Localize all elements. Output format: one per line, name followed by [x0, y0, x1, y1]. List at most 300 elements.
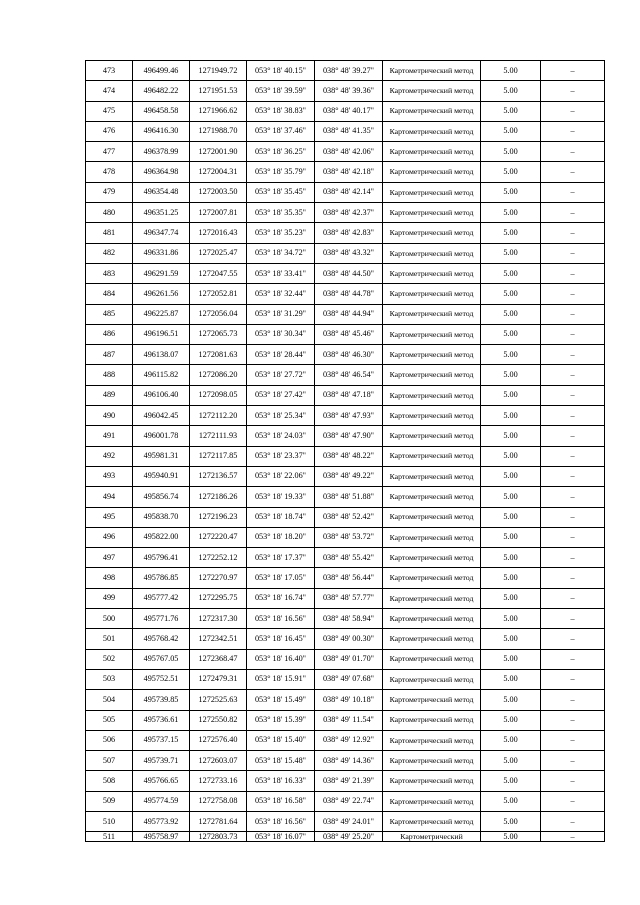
method-cell: Картометрический метод — [383, 243, 481, 263]
point-number-cell: 495 — [86, 507, 133, 527]
table-row — [86, 365, 605, 385]
x-coordinate-cell: 495739.71 — [133, 751, 190, 771]
x-coordinate-cell: 495737.15 — [133, 730, 190, 750]
note-cell: – — [541, 304, 605, 324]
accuracy-cell: 5.00 — [481, 365, 541, 385]
accuracy-cell: 5.00 — [481, 710, 541, 730]
point-number-cell: 493 — [86, 466, 133, 486]
note-cell: – — [541, 446, 605, 466]
latitude-cell: 053° 18' 17.37" — [247, 548, 315, 568]
y-coordinate-cell: 1272081.63 — [190, 345, 247, 365]
y-coordinate-cell: 1272025.47 — [190, 243, 247, 263]
method-cell: Картометрический метод — [383, 629, 481, 649]
point-number-cell: 494 — [86, 487, 133, 507]
x-coordinate-cell: 496351.25 — [133, 203, 190, 223]
note-cell: – — [541, 203, 605, 223]
x-coordinate-cell: 496364.98 — [133, 162, 190, 182]
accuracy-cell: 5.00 — [481, 162, 541, 182]
table-row — [86, 690, 605, 710]
latitude-cell: 053° 18' 32.44" — [247, 284, 315, 304]
x-coordinate-cell: 496291.59 — [133, 263, 190, 283]
x-coordinate-cell: 495736.61 — [133, 710, 190, 730]
method-cell: Картометрический метод — [383, 710, 481, 730]
y-coordinate-cell: 1272525.63 — [190, 690, 247, 710]
longitude-cell: 038° 48' 47.18" — [315, 385, 383, 405]
table-row — [86, 203, 605, 223]
y-coordinate-cell: 1272065.73 — [190, 324, 247, 344]
x-coordinate-cell: 496354.48 — [133, 182, 190, 202]
longitude-cell: 038° 48' 42.06" — [315, 142, 383, 162]
y-coordinate-cell: 1272803.73 — [190, 832, 247, 842]
y-coordinate-cell: 1272086.20 — [190, 365, 247, 385]
x-coordinate-cell: 496261.56 — [133, 284, 190, 304]
accuracy-cell: 5.00 — [481, 426, 541, 446]
accuracy-cell: 5.00 — [481, 121, 541, 141]
latitude-cell: 053° 18' 34.72" — [247, 243, 315, 263]
y-coordinate-cell: 1272270.97 — [190, 568, 247, 588]
table-row — [86, 101, 605, 121]
accuracy-cell: 5.00 — [481, 548, 541, 568]
longitude-cell: 038° 49' 07.68" — [315, 669, 383, 689]
accuracy-cell: 5.00 — [481, 345, 541, 365]
note-cell: – — [541, 81, 605, 101]
note-cell: – — [541, 669, 605, 689]
note-cell: – — [541, 609, 605, 629]
note-cell: – — [541, 101, 605, 121]
y-coordinate-cell: 1272603.07 — [190, 751, 247, 771]
accuracy-cell: 5.00 — [481, 609, 541, 629]
longitude-cell: 038° 48' 46.30" — [315, 345, 383, 365]
x-coordinate-cell: 495777.42 — [133, 588, 190, 608]
y-coordinate-cell: 1272003.50 — [190, 182, 247, 202]
point-number-cell: 492 — [86, 446, 133, 466]
note-cell: – — [541, 710, 605, 730]
x-coordinate-cell: 496347.74 — [133, 223, 190, 243]
y-coordinate-cell: 1272317.30 — [190, 609, 247, 629]
y-coordinate-cell: 1272220.47 — [190, 527, 247, 547]
y-coordinate-cell: 1272479.31 — [190, 669, 247, 689]
latitude-cell: 053° 18' 16.33" — [247, 771, 315, 791]
note-cell: – — [541, 730, 605, 750]
note-cell: – — [541, 385, 605, 405]
latitude-cell: 053° 18' 35.35" — [247, 203, 315, 223]
method-cell: Картометрический метод — [383, 101, 481, 121]
table-row — [86, 182, 605, 202]
accuracy-cell: 5.00 — [481, 832, 541, 842]
accuracy-cell: 5.00 — [481, 385, 541, 405]
method-cell: Картометрический метод — [383, 284, 481, 304]
table-row — [86, 81, 605, 101]
y-coordinate-cell: 1272136.57 — [190, 466, 247, 486]
y-coordinate-cell: 1272342.51 — [190, 629, 247, 649]
accuracy-cell: 5.00 — [481, 669, 541, 689]
x-coordinate-cell: 496458.58 — [133, 101, 190, 121]
y-coordinate-cell: 1272252.12 — [190, 548, 247, 568]
method-cell: Картометрический метод — [383, 507, 481, 527]
table-row — [86, 730, 605, 750]
accuracy-cell: 5.00 — [481, 101, 541, 121]
x-coordinate-cell: 495766.65 — [133, 771, 190, 791]
method-cell: Картометрический метод — [383, 527, 481, 547]
longitude-cell: 038° 49' 10.18" — [315, 690, 383, 710]
y-coordinate-cell: 1272733.16 — [190, 771, 247, 791]
table-row — [86, 609, 605, 629]
accuracy-cell: 5.00 — [481, 629, 541, 649]
x-coordinate-cell: 496196.51 — [133, 324, 190, 344]
table-row — [86, 527, 605, 547]
y-coordinate-cell: 1271966.62 — [190, 101, 247, 121]
note-cell: – — [541, 142, 605, 162]
table-row — [86, 324, 605, 344]
table-row — [86, 446, 605, 466]
latitude-cell: 053° 18' 16.40" — [247, 649, 315, 669]
point-number-cell: 499 — [86, 588, 133, 608]
x-coordinate-cell: 495773.92 — [133, 811, 190, 831]
y-coordinate-cell: 1272111.93 — [190, 426, 247, 446]
longitude-cell: 038° 49' 24.01" — [315, 811, 383, 831]
point-number-cell: 479 — [86, 182, 133, 202]
point-number-cell: 501 — [86, 629, 133, 649]
latitude-cell: 053° 18' 16.45" — [247, 629, 315, 649]
longitude-cell: 038° 48' 39.36" — [315, 81, 383, 101]
x-coordinate-cell: 496482.22 — [133, 81, 190, 101]
y-coordinate-cell: 1271988.70 — [190, 121, 247, 141]
point-number-cell: 503 — [86, 669, 133, 689]
table-row — [86, 751, 605, 771]
method-cell: Картометрический метод — [383, 182, 481, 202]
x-coordinate-cell: 496331.86 — [133, 243, 190, 263]
accuracy-cell: 5.00 — [481, 730, 541, 750]
table-row — [86, 426, 605, 446]
point-number-cell: 478 — [86, 162, 133, 182]
note-cell: – — [541, 771, 605, 791]
x-coordinate-cell: 495940.91 — [133, 466, 190, 486]
point-number-cell: 487 — [86, 345, 133, 365]
point-number-cell: 481 — [86, 223, 133, 243]
longitude-cell: 038° 48' 49.22" — [315, 466, 383, 486]
accuracy-cell: 5.00 — [481, 304, 541, 324]
x-coordinate-cell: 495767.05 — [133, 649, 190, 669]
method-cell: Картометрический метод — [383, 609, 481, 629]
table-row — [86, 162, 605, 182]
point-number-cell: 509 — [86, 791, 133, 811]
longitude-cell: 038° 49' 12.92" — [315, 730, 383, 750]
method-cell: Картометрический метод — [383, 588, 481, 608]
latitude-cell: 053° 18' 15.39" — [247, 710, 315, 730]
longitude-cell: 038° 48' 51.88" — [315, 487, 383, 507]
latitude-cell: 053° 18' 36.25" — [247, 142, 315, 162]
method-cell: Картометрический — [383, 832, 481, 842]
table-row — [86, 669, 605, 689]
y-coordinate-cell: 1272576.40 — [190, 730, 247, 750]
point-number-cell: 475 — [86, 101, 133, 121]
note-cell: – — [541, 182, 605, 202]
x-coordinate-cell: 495774.59 — [133, 791, 190, 811]
accuracy-cell: 5.00 — [481, 203, 541, 223]
method-cell: Картометрический метод — [383, 487, 481, 507]
y-coordinate-cell: 1272295.75 — [190, 588, 247, 608]
point-number-cell: 474 — [86, 81, 133, 101]
point-number-cell: 483 — [86, 263, 133, 283]
latitude-cell: 053° 18' 15.48" — [247, 751, 315, 771]
point-number-cell: 476 — [86, 121, 133, 141]
y-coordinate-cell: 1272117.85 — [190, 446, 247, 466]
point-number-cell: 473 — [86, 61, 133, 81]
method-cell: Картометрический метод — [383, 791, 481, 811]
y-coordinate-cell: 1272112.20 — [190, 406, 247, 426]
note-cell: – — [541, 406, 605, 426]
y-coordinate-cell: 1272098.05 — [190, 385, 247, 405]
x-coordinate-cell: 496106.40 — [133, 385, 190, 405]
x-coordinate-cell: 495758.97 — [133, 832, 190, 842]
table-row — [86, 710, 605, 730]
latitude-cell: 053° 18' 18.20" — [247, 527, 315, 547]
note-cell: – — [541, 568, 605, 588]
table-row — [86, 142, 605, 162]
latitude-cell: 053° 18' 28.44" — [247, 345, 315, 365]
coordinates-table — [85, 60, 605, 842]
table-row — [86, 304, 605, 324]
point-number-cell: 482 — [86, 243, 133, 263]
latitude-cell: 053° 18' 15.91" — [247, 669, 315, 689]
x-coordinate-cell: 495981.31 — [133, 446, 190, 466]
longitude-cell: 038° 48' 46.54" — [315, 365, 383, 385]
longitude-cell: 038° 49' 21.39" — [315, 771, 383, 791]
table-row — [86, 649, 605, 669]
x-coordinate-cell: 496416.30 — [133, 121, 190, 141]
y-coordinate-cell: 1272056.04 — [190, 304, 247, 324]
table-row — [86, 223, 605, 243]
y-coordinate-cell: 1272186.26 — [190, 487, 247, 507]
table-row — [86, 771, 605, 791]
longitude-cell: 038° 48' 48.22" — [315, 446, 383, 466]
accuracy-cell: 5.00 — [481, 182, 541, 202]
method-cell: Картометрический метод — [383, 406, 481, 426]
y-coordinate-cell: 1272047.55 — [190, 263, 247, 283]
note-cell: – — [541, 345, 605, 365]
point-number-cell: 506 — [86, 730, 133, 750]
note-cell: – — [541, 527, 605, 547]
table-row — [86, 243, 605, 263]
longitude-cell: 038° 48' 47.90" — [315, 426, 383, 446]
y-coordinate-cell: 1272368.47 — [190, 649, 247, 669]
method-cell: Картометрический метод — [383, 649, 481, 669]
latitude-cell: 053° 18' 40.15" — [247, 61, 315, 81]
x-coordinate-cell: 496225.87 — [133, 304, 190, 324]
y-coordinate-cell: 1272007.81 — [190, 203, 247, 223]
point-number-cell: 491 — [86, 426, 133, 446]
point-number-cell: 510 — [86, 811, 133, 831]
method-cell: Картометрический метод — [383, 466, 481, 486]
longitude-cell: 038° 49' 25.20" — [315, 832, 383, 842]
table-row — [86, 588, 605, 608]
point-number-cell: 508 — [86, 771, 133, 791]
longitude-cell: 038° 48' 58.94" — [315, 609, 383, 629]
latitude-cell: 053° 18' 16.74" — [247, 588, 315, 608]
accuracy-cell: 5.00 — [481, 466, 541, 486]
latitude-cell: 053° 18' 39.59" — [247, 81, 315, 101]
note-cell: – — [541, 466, 605, 486]
note-cell: – — [541, 243, 605, 263]
note-cell: – — [541, 507, 605, 527]
latitude-cell: 053° 18' 16.58" — [247, 791, 315, 811]
method-cell: Картометрический метод — [383, 81, 481, 101]
longitude-cell: 038° 49' 22.74" — [315, 791, 383, 811]
y-coordinate-cell: 1272550.82 — [190, 710, 247, 730]
longitude-cell: 038° 48' 45.46" — [315, 324, 383, 344]
table-row — [86, 548, 605, 568]
method-cell: Картометрический метод — [383, 304, 481, 324]
y-coordinate-cell: 1272196.23 — [190, 507, 247, 527]
latitude-cell: 053° 18' 31.29" — [247, 304, 315, 324]
note-cell: – — [541, 365, 605, 385]
latitude-cell: 053° 18' 25.34" — [247, 406, 315, 426]
note-cell: – — [541, 811, 605, 831]
accuracy-cell: 5.00 — [481, 791, 541, 811]
point-number-cell: 480 — [86, 203, 133, 223]
latitude-cell: 053° 18' 16.07" — [247, 832, 315, 842]
method-cell: Картометрический метод — [383, 548, 481, 568]
accuracy-cell: 5.00 — [481, 751, 541, 771]
accuracy-cell: 5.00 — [481, 527, 541, 547]
x-coordinate-cell: 495768.42 — [133, 629, 190, 649]
note-cell: – — [541, 162, 605, 182]
longitude-cell: 038° 48' 44.50" — [315, 263, 383, 283]
x-coordinate-cell: 496378.99 — [133, 142, 190, 162]
point-number-cell: 489 — [86, 385, 133, 405]
method-cell: Картометрический метод — [383, 385, 481, 405]
point-number-cell: 486 — [86, 324, 133, 344]
note-cell: – — [541, 121, 605, 141]
latitude-cell: 053° 18' 16.56" — [247, 811, 315, 831]
table-row — [86, 629, 605, 649]
longitude-cell: 038° 49' 14.36" — [315, 751, 383, 771]
table-row — [86, 263, 605, 283]
accuracy-cell: 5.00 — [481, 263, 541, 283]
table-row — [86, 568, 605, 588]
table-row — [86, 487, 605, 507]
point-number-cell: 511 — [86, 832, 133, 842]
latitude-cell: 053° 18' 33.41" — [247, 263, 315, 283]
longitude-cell: 038° 48' 52.42" — [315, 507, 383, 527]
method-cell: Картометрический метод — [383, 771, 481, 791]
latitude-cell: 053° 18' 27.72" — [247, 365, 315, 385]
note-cell: – — [541, 263, 605, 283]
method-cell: Картометрический метод — [383, 811, 481, 831]
accuracy-cell: 5.00 — [481, 243, 541, 263]
latitude-cell: 053° 18' 17.05" — [247, 568, 315, 588]
point-number-cell: 496 — [86, 527, 133, 547]
note-cell: – — [541, 548, 605, 568]
table-row — [86, 345, 605, 365]
note-cell: – — [541, 629, 605, 649]
table-row — [86, 791, 605, 811]
note-cell: – — [541, 588, 605, 608]
accuracy-cell: 5.00 — [481, 771, 541, 791]
longitude-cell: 038° 48' 57.77" — [315, 588, 383, 608]
method-cell: Картометрический метод — [383, 446, 481, 466]
latitude-cell: 053° 18' 23.37" — [247, 446, 315, 466]
method-cell: Картометрический метод — [383, 324, 481, 344]
accuracy-cell: 5.00 — [481, 142, 541, 162]
accuracy-cell: 5.00 — [481, 284, 541, 304]
table-row — [86, 121, 605, 141]
x-coordinate-cell: 495786.85 — [133, 568, 190, 588]
x-coordinate-cell: 496138.07 — [133, 345, 190, 365]
y-coordinate-cell: 1272001.90 — [190, 142, 247, 162]
accuracy-cell: 5.00 — [481, 690, 541, 710]
accuracy-cell: 5.00 — [481, 446, 541, 466]
method-cell: Картометрический метод — [383, 61, 481, 81]
longitude-cell: 038° 48' 39.27" — [315, 61, 383, 81]
point-number-cell: 498 — [86, 568, 133, 588]
note-cell: – — [541, 284, 605, 304]
table-row — [86, 284, 605, 304]
latitude-cell: 053° 18' 24.03" — [247, 426, 315, 446]
y-coordinate-cell: 1272052.81 — [190, 284, 247, 304]
method-cell: Картометрический метод — [383, 365, 481, 385]
y-coordinate-cell: 1271949.72 — [190, 61, 247, 81]
longitude-cell: 038° 48' 47.93" — [315, 406, 383, 426]
table-row — [86, 406, 605, 426]
longitude-cell: 038° 48' 55.42" — [315, 548, 383, 568]
note-cell: – — [541, 487, 605, 507]
note-cell: – — [541, 832, 605, 842]
note-cell: – — [541, 751, 605, 771]
x-coordinate-cell: 495822.00 — [133, 527, 190, 547]
accuracy-cell: 5.00 — [481, 811, 541, 831]
method-cell: Картометрический метод — [383, 142, 481, 162]
latitude-cell: 053° 18' 37.46" — [247, 121, 315, 141]
point-number-cell: 488 — [86, 365, 133, 385]
accuracy-cell: 5.00 — [481, 588, 541, 608]
point-number-cell: 490 — [86, 406, 133, 426]
x-coordinate-cell: 496499.46 — [133, 61, 190, 81]
point-number-cell: 500 — [86, 609, 133, 629]
latitude-cell: 053° 18' 35.45" — [247, 182, 315, 202]
note-cell: – — [541, 426, 605, 446]
longitude-cell: 038° 49' 11.54" — [315, 710, 383, 730]
table-row — [86, 466, 605, 486]
accuracy-cell: 5.00 — [481, 649, 541, 669]
table-row — [86, 507, 605, 527]
longitude-cell: 038° 49' 01.70" — [315, 649, 383, 669]
latitude-cell: 053° 18' 22.06" — [247, 466, 315, 486]
note-cell: – — [541, 690, 605, 710]
longitude-cell: 038° 48' 53.72" — [315, 527, 383, 547]
method-cell: Картометрический метод — [383, 121, 481, 141]
method-cell: Картометрический метод — [383, 751, 481, 771]
coordinates-table-body — [86, 61, 605, 842]
accuracy-cell: 5.00 — [481, 568, 541, 588]
method-cell: Картометрический метод — [383, 162, 481, 182]
point-number-cell: 477 — [86, 142, 133, 162]
longitude-cell: 038° 49' 00.30" — [315, 629, 383, 649]
x-coordinate-cell: 496001.78 — [133, 426, 190, 446]
point-number-cell: 485 — [86, 304, 133, 324]
x-coordinate-cell: 495838.70 — [133, 507, 190, 527]
table-row — [86, 811, 605, 831]
accuracy-cell: 5.00 — [481, 81, 541, 101]
point-number-cell: 502 — [86, 649, 133, 669]
point-number-cell: 507 — [86, 751, 133, 771]
table-row — [86, 385, 605, 405]
note-cell: – — [541, 324, 605, 344]
method-cell: Картометрический метод — [383, 345, 481, 365]
point-number-cell: 497 — [86, 548, 133, 568]
table-row — [86, 61, 605, 81]
longitude-cell: 038° 48' 56.44" — [315, 568, 383, 588]
